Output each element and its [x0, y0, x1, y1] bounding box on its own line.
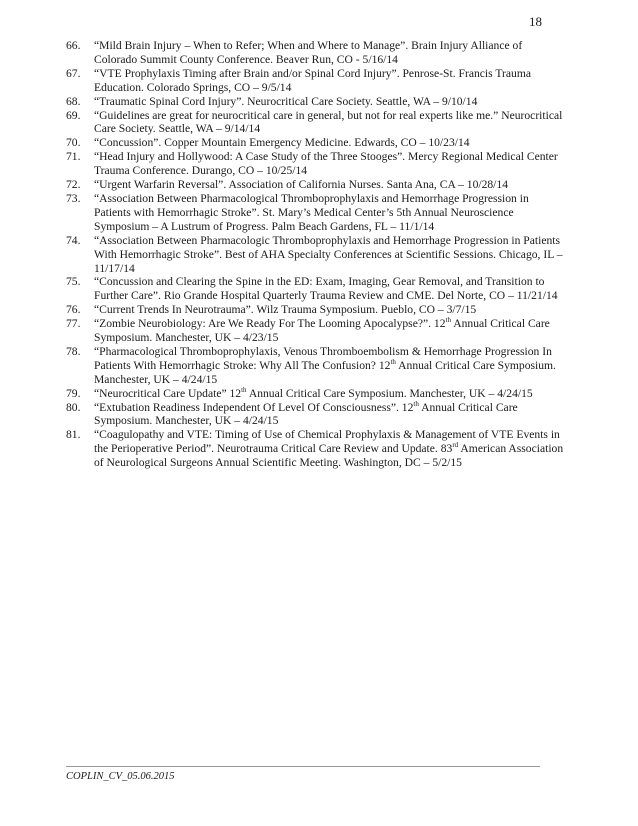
list-item-text	[94, 109, 562, 136]
list-item-number: 69.	[66, 108, 81, 122]
text-segment: “Association Between Pharmacological Thromboprophylaxis and Hemorrhage Progression in Patients with Hemorrhagic Stroke”. St. Mary’s Medical Center’s 5th Annual Neuroscience Symposium – A Lustrum of Progress. Palm Beach Gardens, FL – 11/1/14	[94, 191, 529, 233]
list-item	[66, 67, 566, 95]
list-item	[66, 275, 566, 303]
list-item	[66, 39, 566, 67]
list-item	[66, 401, 566, 429]
list-item	[66, 303, 566, 317]
list-item-number: 80.	[66, 400, 81, 414]
list-item	[66, 109, 566, 137]
list-item	[66, 387, 566, 401]
list-item-number: 81.	[66, 428, 81, 442]
ordinal-suffix: th	[445, 316, 451, 325]
list-item-text	[94, 150, 558, 177]
text-segment: “Coagulopathy and VTE: Timing of Use of Chemical Prophylaxis & Management of VTE Events in the Perioperative Period”. Neurotrauma Critical Care Review and Update. 83	[94, 428, 560, 456]
list-item-number: 67.	[66, 66, 81, 80]
text-segment: “Concussion and Clearing the Spine in the ED: Exam, Imaging, Gear Removal, and Transition to Further Care”. Rio Grande Hospital Quarterly Trauma Review and CME. Del Norte, CO – 11/21/14	[94, 275, 558, 303]
list-item-number: 68.	[66, 94, 81, 108]
text-segment: “Concussion”. Copper Mountain Emergency Medicine. Edwards, CO – 10/23/14	[94, 136, 470, 150]
list-item-text	[94, 275, 558, 302]
list-item-text	[94, 317, 550, 344]
text-segment: “VTE Prophylaxis Timing after Brain and/or Spinal Cord Injury”. Penrose-St. Francis Trauma Education. Colorado Springs, CO – 9/5/14	[94, 66, 531, 94]
list-item-text	[94, 67, 531, 94]
list-item	[66, 95, 566, 109]
footer-divider	[66, 766, 540, 767]
list-item	[66, 234, 566, 276]
text-segment: “Pharmacological Thromboprophylaxis, Venous Thromboembolism & Hemorrhage Progression In Patients With Hemorrhagic Stroke: Why All The Confusion? 12	[94, 344, 552, 372]
list-item-number: 71.	[66, 150, 81, 164]
list-item-text	[94, 234, 563, 275]
list-item-number: 77.	[66, 317, 81, 331]
text-segment: “Traumatic Spinal Cord Injury”. Neurocritical Care Society. Seattle, WA – 9/10/14	[94, 94, 478, 108]
list-item-number: 70.	[66, 136, 81, 150]
text-segment: “Urgent Warfarin Reversal”. Association of California Nurses. Santa Ana, CA – 10/28/14	[94, 178, 508, 192]
list-item-text	[94, 387, 533, 400]
text-segment: “Extubation Readiness Independent Of Level Of Consciousness”. 12	[94, 400, 414, 414]
list-item-number: 79.	[66, 386, 81, 400]
text-segment: “Guidelines are great for neurocritical care in general, but not for real experts like me.” Neurocritical Care Society. Seattle, WA – 9/14/14	[94, 108, 563, 136]
list-item-number: 78.	[66, 344, 81, 358]
list-item	[66, 150, 566, 178]
ordinal-suffix: th	[390, 357, 396, 366]
list-item	[66, 136, 566, 150]
ordinal-suffix: th	[413, 399, 419, 408]
list-item-text	[94, 39, 522, 66]
text-segment: Annual Critical Care Symposium. Manchester, UK – 4/23/15	[94, 317, 550, 345]
list-item	[66, 192, 566, 234]
list-item-text	[94, 95, 477, 108]
list-item-text	[94, 345, 556, 386]
list-item-number: 72.	[66, 178, 81, 192]
list-item	[66, 428, 566, 470]
list-item	[66, 317, 566, 345]
list-item-text	[94, 178, 508, 191]
list-item-text	[94, 428, 563, 469]
list-item-text	[94, 136, 470, 149]
text-segment: Annual Critical Care Symposium. Manchester, UK – 4/24/15	[94, 400, 518, 428]
text-segment: “Zombie Neurobiology: Are We Ready For The Looming Apocalypse?”. 12	[94, 317, 446, 331]
text-segment: “Mild Brain Injury – When to Refer; When and Where to Manage”. Brain Injury Alliance of Colorado Summit County Conference. Beaver Run, CO - 5/16/14	[94, 39, 523, 66]
list-item-number: 75.	[66, 275, 81, 289]
presentations-list	[66, 39, 566, 470]
ordinal-suffix: th	[241, 385, 247, 394]
text-segment: American Association of Neurological Surgeons Annual Scientific Meeting. Washington, DC – 5/2/15	[94, 442, 564, 470]
text-segment: “Neurocritical Care Update” 12	[94, 386, 242, 400]
text-segment: Annual Critical Care Symposium. Manchester, UK – 4/24/15	[94, 358, 556, 386]
ordinal-suffix: rd	[452, 441, 459, 450]
text-segment: “Head Injury and Hollywood: A Case Study of the Three Stooges”. Mercy Regional Medical Center Trauma Conference. Durango, CO – 10/25/14	[94, 150, 558, 178]
list-item-number: 73.	[66, 191, 81, 205]
text-segment: “Current Trends In Neurotrauma”. Wilz Trauma Symposium. Pueblo, CO – 3/7/15	[94, 303, 477, 317]
text-segment: Annual Critical Care Symposium. Manchester, UK – 4/24/15	[246, 386, 533, 400]
text-segment: “Association Between Pharmacologic Thromboprophylaxis and Hemorrhage Progression in Patients With Hemorrhagic Stroke”. Best of AHA Specialty Conferences at Scientific Sessions. Chicago, IL – 11/17/14	[94, 233, 563, 275]
list-item-text	[94, 401, 518, 428]
list-item-number: 76.	[66, 303, 81, 317]
list-item-text	[94, 192, 529, 233]
page-number: 18	[529, 14, 542, 29]
list-item-number: 74.	[66, 233, 81, 247]
list-item-number: 66.	[66, 39, 81, 52]
list-item	[66, 178, 566, 192]
list-item	[66, 345, 566, 387]
footer-filename: COPLIN_CV_05.06.2015	[66, 771, 175, 782]
list-item-text	[94, 303, 476, 316]
